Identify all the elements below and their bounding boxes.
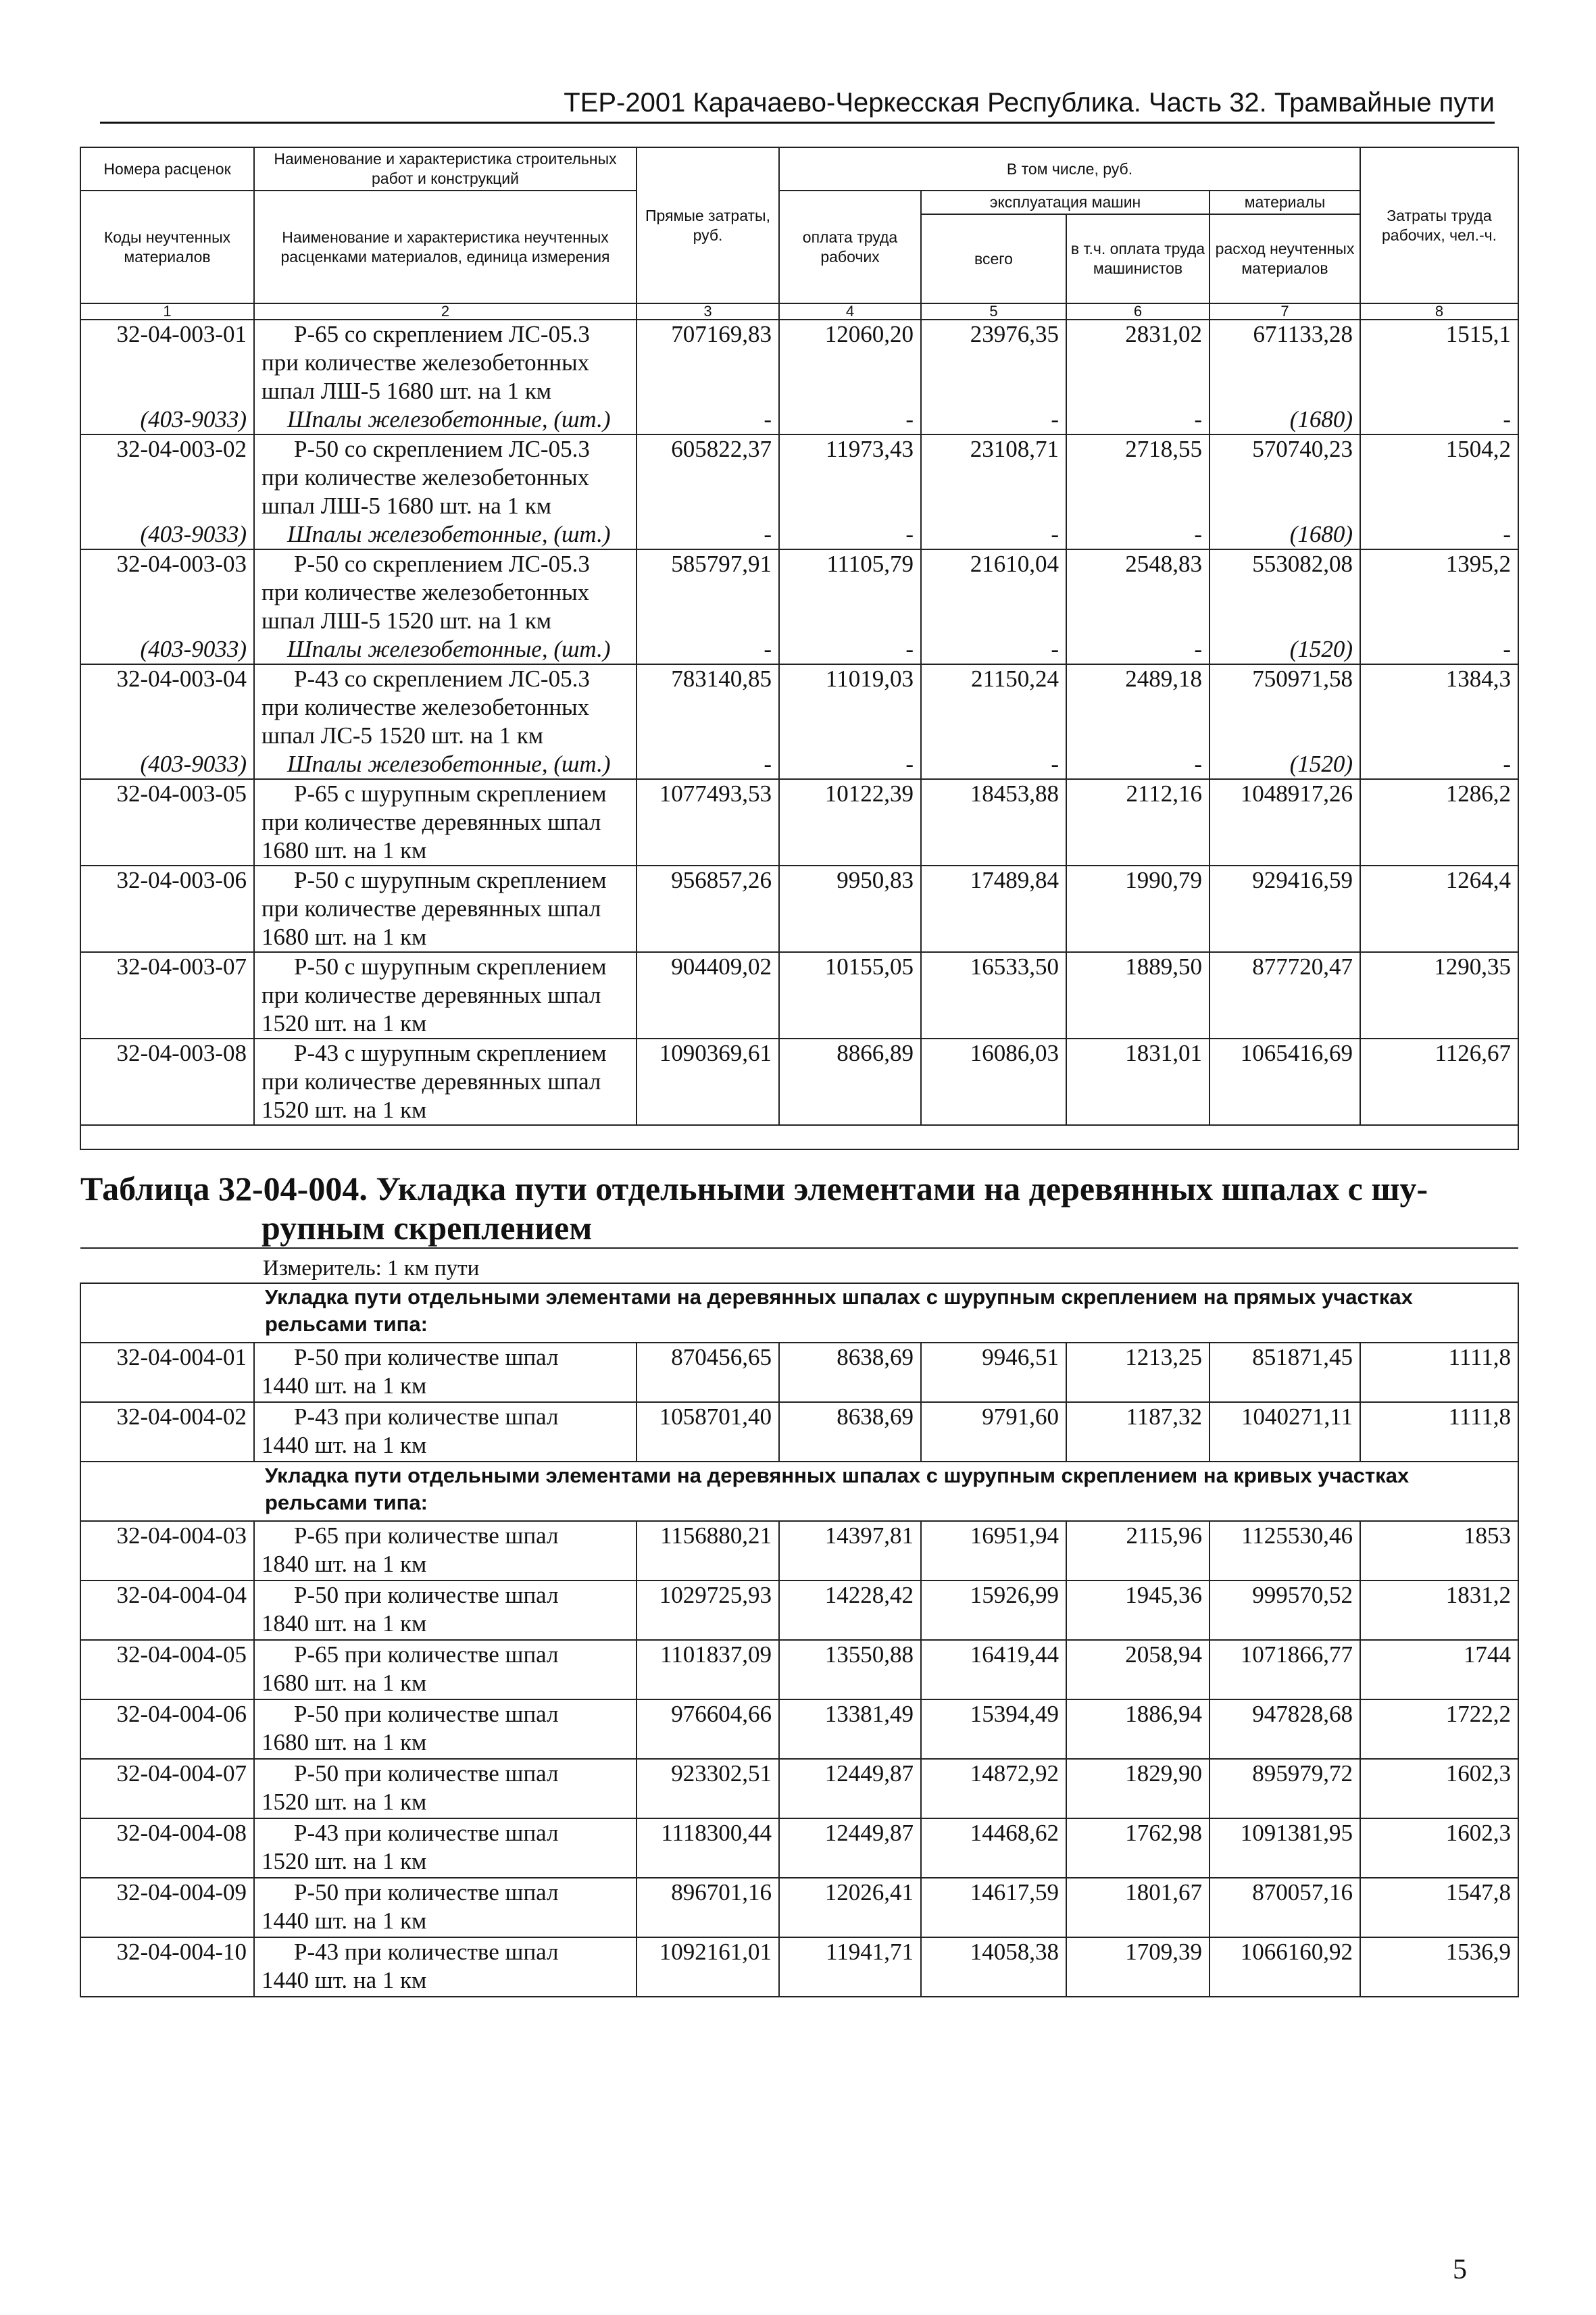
- rates-table: [80, 147, 1519, 1997]
- work-name-line: Р-50 со скреплением ЛС-05.3: [294, 436, 590, 462]
- value-direct: 923302,51: [637, 1759, 779, 1818]
- value-hours: 1602,3: [1360, 1759, 1518, 1818]
- material-mat: (1520): [1210, 750, 1360, 779]
- work-name-line: Р-50 со скреплением ЛС-05.3: [294, 551, 590, 577]
- value-mach_labor: 1829,90: [1066, 1759, 1210, 1818]
- col1-header-bottom: Коды неучтенных материалов: [80, 191, 254, 303]
- material-name: Шпалы железобетонные, (шт.): [254, 750, 637, 779]
- value-direct: 585797,91: [637, 549, 779, 635]
- work-name-line: Р-50 при количестве шпал: [294, 1344, 559, 1370]
- work-name-line: Р-65 при количестве шпал: [294, 1641, 559, 1668]
- value-mat: 553082,08: [1210, 549, 1360, 635]
- value-direct: 707169,83: [637, 320, 779, 405]
- material-mat: (1680): [1210, 405, 1360, 434]
- material-hours: -: [1360, 520, 1518, 549]
- work-name-line: шпал ЛШ-5 1680 шт. на 1 км: [261, 493, 551, 519]
- value-labor: 11105,79: [779, 549, 921, 635]
- work-name-line: 1440 шт. на 1 км: [261, 1967, 427, 1993]
- value-mach_labor: 1213,25: [1066, 1343, 1210, 1402]
- value-labor: 10155,05: [779, 952, 921, 1039]
- work-name-line: Р-50 при количестве шпал: [294, 1701, 559, 1727]
- col-number: 5: [921, 303, 1066, 320]
- work-name-line: при количестве деревянных шпал: [261, 982, 601, 1008]
- value-mach: 9946,51: [921, 1343, 1066, 1402]
- value-mat: 895979,72: [1210, 1759, 1360, 1818]
- value-direct: 1101837,09: [637, 1640, 779, 1699]
- value-mach_labor: 1801,67: [1066, 1878, 1210, 1937]
- work-name-line: Р-50 при количестве шпал: [294, 1582, 559, 1608]
- rate-code: 32-04-003-01: [80, 320, 254, 405]
- value-hours: 1853: [1360, 1521, 1518, 1580]
- rate-row: [80, 434, 1518, 520]
- value-mach_labor: 1990,79: [1066, 866, 1210, 952]
- work-name: [254, 866, 637, 952]
- rate-code: 32-04-003-06: [80, 866, 254, 952]
- material-mat: (1520): [1210, 635, 1360, 664]
- table-title-line2: рупным скреплением: [261, 1209, 593, 1247]
- rate-row: [80, 1343, 1518, 1402]
- rate-code: 32-04-004-08: [80, 1818, 254, 1878]
- work-name-line: Р-43 при количестве шпал: [294, 1939, 559, 1965]
- value-labor: 12449,87: [779, 1759, 921, 1818]
- value-mat: 851871,45: [1210, 1343, 1360, 1402]
- value-mach: 15926,99: [921, 1580, 1066, 1640]
- value-labor: 13550,88: [779, 1640, 921, 1699]
- work-name: [254, 952, 637, 1039]
- col7-header: расход неучтенных материалов: [1210, 214, 1360, 303]
- work-name-line: Р-65 при количестве шпал: [294, 1522, 559, 1549]
- spacer-row: [80, 1125, 1518, 1149]
- work-name-line: шпал ЛШ-5 1520 шт. на 1 км: [261, 607, 551, 634]
- material-labor: -: [779, 635, 921, 664]
- table-title-row: [80, 1149, 1518, 1248]
- section-heading: Укладка пути отдельными элементами на деревянных шпалах с шурупным скреплением на кривых участках рельсами типа:: [80, 1462, 1518, 1521]
- work-name: [254, 1699, 637, 1759]
- measure-row: [80, 1248, 1518, 1283]
- value-hours: 1515,1: [1360, 320, 1518, 405]
- materials-header: материалы: [1210, 191, 1360, 214]
- material-direct: -: [637, 405, 779, 434]
- value-mach: 14468,62: [921, 1818, 1066, 1878]
- value-mach: 21150,24: [921, 664, 1066, 750]
- value-mach: 14058,38: [921, 1937, 1066, 1997]
- value-direct: 896701,16: [637, 1878, 779, 1937]
- rate-code: 32-04-004-05: [80, 1640, 254, 1699]
- rate-code: 32-04-004-04: [80, 1580, 254, 1640]
- rate-row: [80, 664, 1518, 750]
- value-mach_labor: 2112,16: [1066, 779, 1210, 866]
- col-number: 8: [1360, 303, 1518, 320]
- work-name-line: 1440 шт. на 1 км: [261, 1372, 427, 1399]
- rate-code: 32-04-004-07: [80, 1759, 254, 1818]
- page-number: 5: [1453, 2254, 1467, 2285]
- work-name-line: при количестве железобетонных: [261, 349, 590, 376]
- value-mat: 1125530,46: [1210, 1521, 1360, 1580]
- rate-row: [80, 1699, 1518, 1759]
- col-number: 7: [1210, 303, 1360, 320]
- value-direct: 904409,02: [637, 952, 779, 1039]
- col-number: 2: [254, 303, 637, 320]
- material-direct: -: [637, 750, 779, 779]
- col-number: 4: [779, 303, 921, 320]
- rate-row: [80, 549, 1518, 635]
- value-labor: 14397,81: [779, 1521, 921, 1580]
- col3-header: Прямые затраты, руб.: [637, 147, 779, 303]
- work-name-line: при количестве деревянных шпал: [261, 1068, 601, 1095]
- rate-row: [80, 1759, 1518, 1818]
- value-hours: 1395,2: [1360, 549, 1518, 635]
- value-hours: 1264,4: [1360, 866, 1518, 952]
- page-header: ТЕР-2001 Карачаево-Черкесская Республика. Часть 32. Трамвайные пути: [564, 88, 1495, 118]
- value-mat: 1065416,69: [1210, 1039, 1360, 1125]
- value-mach: 16951,94: [921, 1521, 1066, 1580]
- material-hours: -: [1360, 405, 1518, 434]
- rate-code: 32-04-003-07: [80, 952, 254, 1039]
- value-mach: 18453,88: [921, 779, 1066, 866]
- col2-header-bottom: Наименование и характеристика неучтенных расценками материалов, единица измерения: [254, 191, 637, 303]
- work-name-line: 1520 шт. на 1 км: [261, 1010, 427, 1037]
- value-mach_labor: 1889,50: [1066, 952, 1210, 1039]
- work-name-line: 1520 шт. на 1 км: [261, 1848, 427, 1874]
- value-labor: 14228,42: [779, 1580, 921, 1640]
- rate-code: 32-04-004-01: [80, 1343, 254, 1402]
- work-name: [254, 1878, 637, 1937]
- spacer: [80, 1125, 1518, 1149]
- value-mat: 1048917,26: [1210, 779, 1360, 866]
- value-mach_labor: 2115,96: [1066, 1521, 1210, 1580]
- work-name: [254, 1937, 637, 1997]
- value-hours: 1111,8: [1360, 1343, 1518, 1402]
- material-code: (403-9033): [80, 635, 254, 664]
- work-name-line: при количестве деревянных шпал: [261, 809, 601, 835]
- col-number: 6: [1066, 303, 1210, 320]
- value-mach: 23108,71: [921, 434, 1066, 520]
- value-mat: 999570,52: [1210, 1580, 1360, 1640]
- value-direct: 605822,37: [637, 434, 779, 520]
- work-name-line: Р-65 с шурупным скреплением: [294, 780, 607, 807]
- value-mat: 570740,23: [1210, 434, 1360, 520]
- material-name: Шпалы железобетонные, (шт.): [254, 520, 637, 549]
- value-hours: 1384,3: [1360, 664, 1518, 750]
- value-mach_labor: 2548,83: [1066, 549, 1210, 635]
- value-direct: 783140,85: [637, 664, 779, 750]
- rate-code: 32-04-003-05: [80, 779, 254, 866]
- work-name-line: 1440 шт. на 1 км: [261, 1432, 427, 1458]
- value-direct: 1092161,01: [637, 1937, 779, 1997]
- value-hours: 1602,3: [1360, 1818, 1518, 1878]
- rate-code: 32-04-004-10: [80, 1937, 254, 1997]
- table-title-line1: Таблица 32-04-004. Укладка пути отдельными элементами на деревянных шпалах с шу-: [80, 1170, 1428, 1208]
- work-name-line: Р-43 при количестве шпал: [294, 1820, 559, 1846]
- value-direct: 870456,65: [637, 1343, 779, 1402]
- work-name: [254, 779, 637, 866]
- work-name-line: 1520 шт. на 1 км: [261, 1097, 427, 1123]
- value-hours: 1536,9: [1360, 1937, 1518, 1997]
- value-labor: 8638,69: [779, 1402, 921, 1462]
- work-name-line: 1680 шт. на 1 км: [261, 1670, 427, 1696]
- work-name-line: 1440 шт. на 1 км: [261, 1908, 427, 1934]
- rate-code: 32-04-003-08: [80, 1039, 254, 1125]
- work-name-line: 1840 шт. на 1 км: [261, 1551, 427, 1577]
- machines-header: эксплуатация машин: [921, 191, 1210, 214]
- work-name: [254, 434, 637, 520]
- value-labor: 11973,43: [779, 434, 921, 520]
- rate-code: 32-04-003-03: [80, 549, 254, 635]
- rate-code: 32-04-004-03: [80, 1521, 254, 1580]
- col6-header: в т.ч. оплата труда машинистов: [1066, 214, 1210, 303]
- work-name-line: 1680 шт. на 1 км: [261, 1729, 427, 1756]
- value-direct: 1118300,44: [637, 1818, 779, 1878]
- group-header: В том числе, руб.: [779, 147, 1360, 191]
- work-name: [254, 1818, 637, 1878]
- material-row: [80, 405, 1518, 434]
- value-mach: 16419,44: [921, 1640, 1066, 1699]
- value-mat: 877720,47: [1210, 952, 1360, 1039]
- value-direct: 956857,26: [637, 866, 779, 952]
- value-direct: 1156880,21: [637, 1521, 779, 1580]
- value-direct: 1090369,61: [637, 1039, 779, 1125]
- rate-row: [80, 1521, 1518, 1580]
- work-name: [254, 1343, 637, 1402]
- value-mach_labor: 1187,32: [1066, 1402, 1210, 1462]
- material-mach: -: [921, 750, 1066, 779]
- work-name: [254, 1039, 637, 1125]
- value-mat: 750971,58: [1210, 664, 1360, 750]
- material-hours: -: [1360, 750, 1518, 779]
- work-name-line: 1680 шт. на 1 км: [261, 837, 427, 864]
- material-direct: -: [637, 635, 779, 664]
- value-labor: 13381,49: [779, 1699, 921, 1759]
- rate-row: [80, 1580, 1518, 1640]
- value-mach_labor: 1709,39: [1066, 1937, 1210, 1997]
- rate-row: [80, 1039, 1518, 1125]
- work-name: [254, 549, 637, 635]
- value-mat: 929416,59: [1210, 866, 1360, 952]
- work-name-line: Р-50 при количестве шпал: [294, 1879, 559, 1906]
- value-labor: 8866,89: [779, 1039, 921, 1125]
- value-hours: 1111,8: [1360, 1402, 1518, 1462]
- material-name: Шпалы железобетонные, (шт.): [254, 635, 637, 664]
- work-name: [254, 1402, 637, 1462]
- work-name-line: Р-43 с шурупным скреплением: [294, 1040, 607, 1066]
- rate-code: 32-04-003-04: [80, 664, 254, 750]
- rate-code: 32-04-004-02: [80, 1402, 254, 1462]
- section-row: [80, 1462, 1518, 1521]
- rate-row: [80, 1640, 1518, 1699]
- work-name-line: Р-43 со скреплением ЛС-05.3: [294, 666, 590, 692]
- work-name-line: шпал ЛШ-5 1680 шт. на 1 км: [261, 378, 551, 404]
- value-hours: 1504,2: [1360, 434, 1518, 520]
- material-labor: -: [779, 750, 921, 779]
- value-labor: 8638,69: [779, 1343, 921, 1402]
- rate-row: [80, 779, 1518, 866]
- work-name-line: шпал ЛС-5 1520 шт. на 1 км: [261, 722, 544, 749]
- work-name-line: Р-50 с шурупным скреплением: [294, 867, 607, 893]
- rate-row: [80, 1402, 1518, 1462]
- value-hours: 1722,2: [1360, 1699, 1518, 1759]
- value-labor: 12026,41: [779, 1878, 921, 1937]
- rate-row: [80, 1937, 1518, 1997]
- header-rule: [100, 122, 1495, 124]
- value-mach: 16533,50: [921, 952, 1066, 1039]
- measure-unit: Измеритель: 1 км пути: [263, 1256, 480, 1280]
- section-row: [80, 1283, 1518, 1343]
- material-code: (403-9033): [80, 750, 254, 779]
- col1-header-top: Номера расценок: [80, 147, 254, 191]
- material-name: Шпалы железобетонные, (шт.): [254, 405, 637, 434]
- rate-row: [80, 952, 1518, 1039]
- material-row: [80, 750, 1518, 779]
- value-direct: 976604,66: [637, 1699, 779, 1759]
- value-hours: 1744: [1360, 1640, 1518, 1699]
- rate-code: 32-04-004-09: [80, 1878, 254, 1937]
- work-name: [254, 664, 637, 750]
- material-direct: -: [637, 520, 779, 549]
- value-labor: 12060,20: [779, 320, 921, 405]
- value-mach_labor: 2489,18: [1066, 664, 1210, 750]
- rate-row: [80, 866, 1518, 952]
- material-hours: -: [1360, 635, 1518, 664]
- work-name-line: при количестве деревянных шпал: [261, 895, 601, 922]
- value-mach: 9791,60: [921, 1402, 1066, 1462]
- rate-row: [80, 320, 1518, 405]
- value-mach_labor: 2718,55: [1066, 434, 1210, 520]
- value-mat: 947828,68: [1210, 1699, 1360, 1759]
- value-mach: 17489,84: [921, 866, 1066, 952]
- value-mach_labor: 1831,01: [1066, 1039, 1210, 1125]
- work-name-line: 1520 шт. на 1 км: [261, 1789, 427, 1815]
- work-name-line: Р-50 с шурупным скреплением: [294, 953, 607, 980]
- value-labor: 11019,03: [779, 664, 921, 750]
- rate-code: 32-04-004-06: [80, 1699, 254, 1759]
- material-mach_labor: -: [1066, 405, 1210, 434]
- col8-header: Затраты труда рабочих, чел.-ч.: [1360, 147, 1518, 303]
- material-mach: -: [921, 520, 1066, 549]
- work-name: [254, 320, 637, 405]
- col5-header: всего: [921, 214, 1066, 303]
- value-mat: 1091381,95: [1210, 1818, 1360, 1878]
- work-name: [254, 1580, 637, 1640]
- value-mach: 14617,59: [921, 1878, 1066, 1937]
- value-mat: 870057,16: [1210, 1878, 1360, 1937]
- value-direct: 1077493,53: [637, 779, 779, 866]
- material-labor: -: [779, 520, 921, 549]
- value-mach_labor: 2831,02: [1066, 320, 1210, 405]
- material-code: (403-9033): [80, 405, 254, 434]
- value-mach: 16086,03: [921, 1039, 1066, 1125]
- col-number: 3: [637, 303, 779, 320]
- value-mach_labor: 1945,36: [1066, 1580, 1210, 1640]
- value-hours: 1547,8: [1360, 1878, 1518, 1937]
- work-name-line: 1840 шт. на 1 км: [261, 1610, 427, 1637]
- rate-code: 32-04-003-02: [80, 434, 254, 520]
- rate-row: [80, 1878, 1518, 1937]
- work-name-line: Р-65 со скреплением ЛС-05.3: [294, 321, 590, 347]
- material-row: [80, 520, 1518, 549]
- value-labor: 12449,87: [779, 1818, 921, 1878]
- value-labor: 9950,83: [779, 866, 921, 952]
- work-name-line: 1680 шт. на 1 км: [261, 924, 427, 950]
- value-hours: 1290,35: [1360, 952, 1518, 1039]
- value-mach_labor: 2058,94: [1066, 1640, 1210, 1699]
- material-mat: (1680): [1210, 520, 1360, 549]
- col2-header-top: Наименование и характеристика строительных работ и конструкций: [254, 147, 637, 191]
- work-name: [254, 1521, 637, 1580]
- value-hours: 1286,2: [1360, 779, 1518, 866]
- value-mach: 21610,04: [921, 549, 1066, 635]
- value-mach: 15394,49: [921, 1699, 1066, 1759]
- work-name-line: Р-50 при количестве шпал: [294, 1760, 559, 1787]
- value-direct: 1058701,40: [637, 1402, 779, 1462]
- material-row: [80, 635, 1518, 664]
- col-number: 1: [80, 303, 254, 320]
- value-mach: 14872,92: [921, 1759, 1066, 1818]
- work-name-line: при количестве железобетонных: [261, 694, 590, 720]
- col4-header: оплата труда рабочих: [779, 191, 921, 303]
- value-direct: 1029725,93: [637, 1580, 779, 1640]
- value-mach_labor: 1886,94: [1066, 1699, 1210, 1759]
- material-mach: -: [921, 405, 1066, 434]
- value-hours: 1831,2: [1360, 1580, 1518, 1640]
- value-mat: 1066160,92: [1210, 1937, 1360, 1997]
- work-name-line: при количестве железобетонных: [261, 579, 590, 605]
- rate-row: [80, 1818, 1518, 1878]
- material-mach_labor: -: [1066, 635, 1210, 664]
- value-labor: 10122,39: [779, 779, 921, 866]
- work-name-line: Р-43 при количестве шпал: [294, 1403, 559, 1430]
- material-mach: -: [921, 635, 1066, 664]
- value-mach_labor: 1762,98: [1066, 1818, 1210, 1878]
- value-mat: 1040271,11: [1210, 1402, 1360, 1462]
- value-mach: 23976,35: [921, 320, 1066, 405]
- material-mach_labor: -: [1066, 520, 1210, 549]
- value-mat: 1071866,77: [1210, 1640, 1360, 1699]
- work-name: [254, 1640, 637, 1699]
- value-hours: 1126,67: [1360, 1039, 1518, 1125]
- value-labor: 11941,71: [779, 1937, 921, 1997]
- work-name: [254, 1759, 637, 1818]
- work-name-line: при количестве железобетонных: [261, 464, 590, 491]
- material-labor: -: [779, 405, 921, 434]
- material-mach_labor: -: [1066, 750, 1210, 779]
- section-heading: Укладка пути отдельными элементами на деревянных шпалах с шурупным скреплением на прямых участках рельсами типа:: [80, 1283, 1518, 1343]
- material-code: (403-9033): [80, 520, 254, 549]
- value-mat: 671133,28: [1210, 320, 1360, 405]
- table-title: [80, 1149, 1518, 1248]
